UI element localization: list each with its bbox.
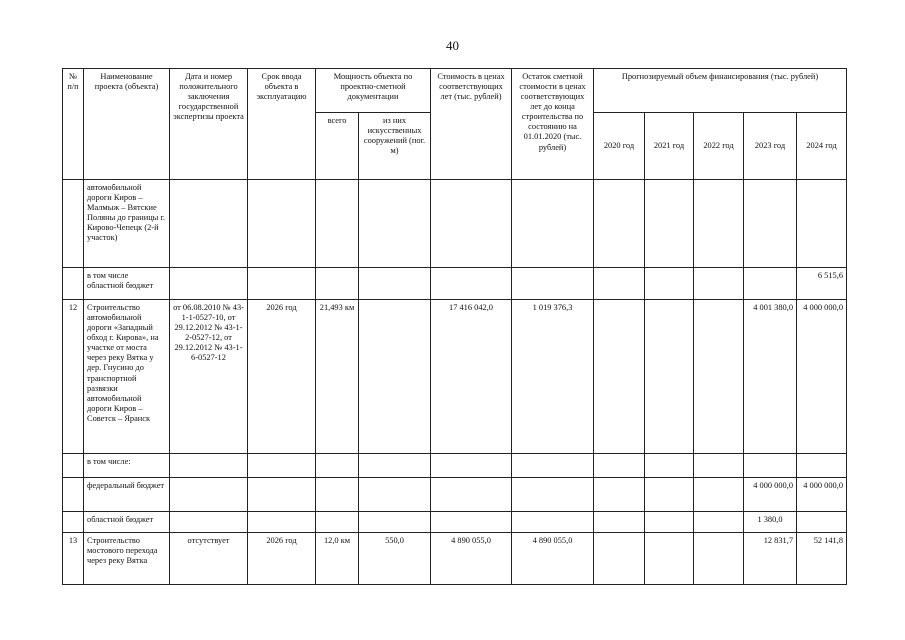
cell-num: [63, 268, 84, 300]
cell-capacity-total: [316, 478, 359, 512]
cell-2021: [645, 533, 694, 585]
header-year: 2021 год: [645, 113, 694, 180]
cell-remainder: [512, 454, 594, 478]
table-row: [63, 268, 847, 300]
cell-2022: [694, 180, 744, 268]
cell-term: 2026 год: [248, 300, 316, 454]
cell-num: [63, 180, 84, 268]
cell-2020: [594, 268, 645, 300]
cell-cost: [431, 268, 512, 300]
cell-2020: [594, 300, 645, 454]
cell-2020: [594, 180, 645, 268]
table-row: [63, 478, 847, 512]
cell-expertise: [170, 454, 248, 478]
cell-num: [63, 512, 84, 533]
header-capacity: Мощность объекта по проектно-сметной документации: [316, 69, 431, 113]
cell-expertise: [170, 512, 248, 533]
cell-name: федеральный бюджет: [84, 478, 170, 512]
cell-2023: [744, 268, 797, 300]
cell-num: [63, 478, 84, 512]
header-capacity-total: всего: [316, 113, 359, 180]
cell-remainder: [512, 512, 594, 533]
cell-expertise: отсутствует: [170, 533, 248, 585]
cell-capacity-art: [359, 512, 431, 533]
cell-capacity-art: [359, 478, 431, 512]
cell-name: в том числе:: [84, 454, 170, 478]
cell-2020: [594, 533, 645, 585]
cell-name: областной бюджет: [84, 512, 170, 533]
header-capacity-art: из них искусственных сооружений (пог. м): [359, 113, 431, 180]
cell-capacity-total: [316, 454, 359, 478]
cell-2021: [645, 512, 694, 533]
table-row: [63, 300, 847, 454]
header-year: 2024 год: [797, 113, 847, 180]
cell-2022: [694, 454, 744, 478]
cell-cost: [431, 180, 512, 268]
cell-expertise: от 06.08.2010 № 43-1-1-0527-10, от 29.12.2012 № 43-1-2-0527-12, от 29.12.2012 № 43-1-6-0527-12: [170, 300, 248, 454]
cell-2024: 4 000 000,0: [797, 300, 847, 454]
page-number: 40: [446, 38, 459, 53]
cell-cost: 4 890 055,0: [431, 533, 512, 585]
cell-name: Строительство мостового перехода через реку Вятка: [84, 533, 170, 585]
cell-cost: [431, 478, 512, 512]
cell-2024: 6 515,6: [797, 268, 847, 300]
cell-2024: 4 000 000,0: [797, 478, 847, 512]
table-row: [63, 533, 847, 585]
cell-2023: 12 831,7: [744, 533, 797, 585]
cell-2022: [694, 300, 744, 454]
cell-2024: [797, 180, 847, 268]
cell-remainder: [512, 478, 594, 512]
cell-expertise: [170, 180, 248, 268]
cell-term: [248, 180, 316, 268]
cell-name: в том числе областной бюджет: [84, 268, 170, 300]
cell-capacity-total: 21,493 км: [316, 300, 359, 454]
cell-expertise: [170, 478, 248, 512]
cell-2023: 4 000 000,0: [744, 478, 797, 512]
header-cost: Стоимость в ценах соответствующих лет (тыс. рублей): [431, 69, 512, 180]
cell-num: 13: [63, 533, 84, 585]
header-name: Наименование проекта (объекта): [84, 69, 170, 180]
cell-term: [248, 512, 316, 533]
cell-capacity-total: 12,0 км: [316, 533, 359, 585]
table-row: [63, 512, 847, 533]
cell-remainder: 1 019 376,3: [512, 300, 594, 454]
table-row: [63, 180, 847, 268]
header-remainder: Остаток сметной стоимости в ценах соответствующих лет до конца строительства по состоянию на 01.01.2020 (тыс. рублей): [512, 69, 594, 180]
cell-2024: 52 141,8: [797, 533, 847, 585]
cell-capacity-art: [359, 180, 431, 268]
cell-2021: [645, 454, 694, 478]
cell-num: [63, 454, 84, 478]
cell-2020: [594, 512, 645, 533]
cell-remainder: [512, 268, 594, 300]
cell-2021: [645, 268, 694, 300]
cell-2023: [744, 454, 797, 478]
cell-2024: [797, 512, 847, 533]
cell-cost: [431, 454, 512, 478]
cell-2022: [694, 533, 744, 585]
cell-num: 12: [63, 300, 84, 454]
cell-name: Строительство автомобильной дороги «Западный обход г. Кирова», на участке от моста через реку Вятка у дер. Гнусино до транспортной развязки автомобильной дороги Киров – Советск – Яранск: [84, 300, 170, 454]
cell-2021: [645, 478, 694, 512]
cell-2022: [694, 268, 744, 300]
cell-2023: [744, 180, 797, 268]
cell-remainder: [512, 180, 594, 268]
header-year: 2020 год: [594, 113, 645, 180]
cell-term: [248, 454, 316, 478]
cell-capacity-art: 550,0: [359, 533, 431, 585]
table-row: [63, 454, 847, 478]
cell-2022: [694, 478, 744, 512]
cell-2020: [594, 478, 645, 512]
header-year: 2023 год: [744, 113, 797, 180]
header-expertise: Дата и номер положительного заключения государственной экспертизы проекта: [170, 69, 248, 180]
cell-term: 2026 год: [248, 533, 316, 585]
cell-2021: [645, 300, 694, 454]
header-num: № п/п: [63, 69, 84, 180]
cell-2024: [797, 454, 847, 478]
header-term: Срок ввода объекта в эксплуатацию: [248, 69, 316, 180]
financing-table: [62, 68, 847, 585]
header-forecast: Прогнозируемый объем финансирования (тыс. рублей): [594, 69, 847, 113]
cell-2021: [645, 180, 694, 268]
cell-capacity-art: [359, 300, 431, 454]
cell-2023: 4 001 380,0: [744, 300, 797, 454]
cell-2023: 1 380,0: [744, 512, 797, 533]
header-year: 2022 год: [694, 113, 744, 180]
cell-remainder: 4 890 055,0: [512, 533, 594, 585]
cell-name: автомобильной дороги Киров – Малмыж – Вятские Поляны до границы г. Кирово-Чепецк (2-й участок): [84, 180, 170, 268]
cell-capacity-art: [359, 268, 431, 300]
cell-capacity-total: [316, 268, 359, 300]
cell-2020: [594, 454, 645, 478]
cell-cost: 17 416 042,0: [431, 300, 512, 454]
cell-term: [248, 478, 316, 512]
cell-cost: [431, 512, 512, 533]
cell-capacity-art: [359, 454, 431, 478]
cell-capacity-total: [316, 180, 359, 268]
cell-capacity-total: [316, 512, 359, 533]
cell-term: [248, 268, 316, 300]
cell-2022: [694, 512, 744, 533]
cell-expertise: [170, 268, 248, 300]
